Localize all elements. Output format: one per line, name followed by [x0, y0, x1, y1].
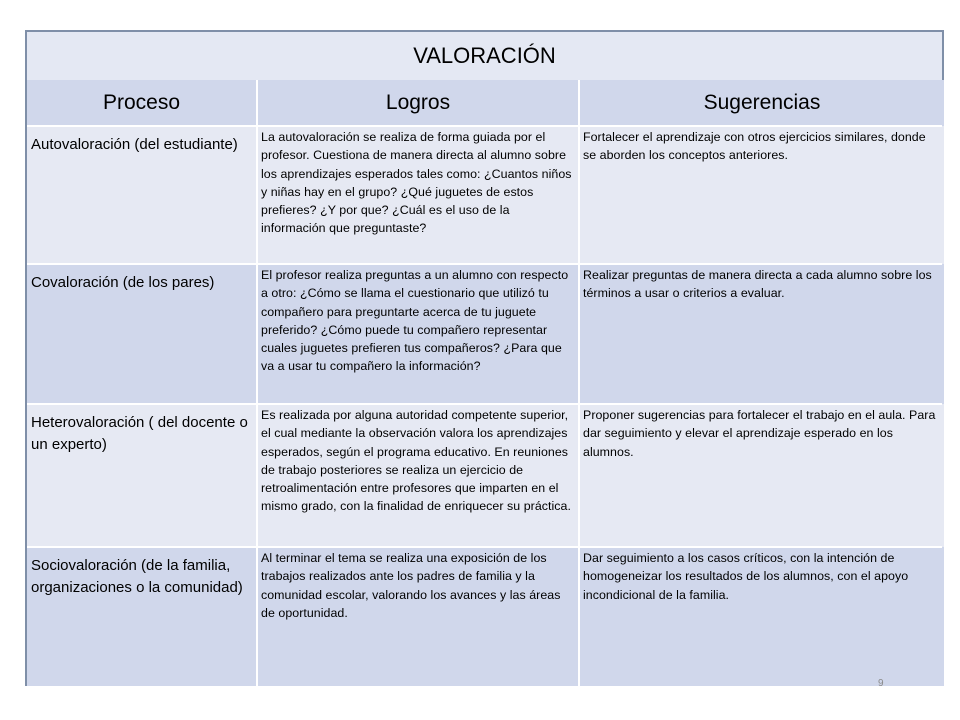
row-divider [27, 125, 942, 127]
row-3-proceso: Heterovaloración ( del docente o un experto) [27, 404, 256, 547]
row-3-logros: Es realizada por alguna autoridad competente superior, el cual mediante la observación valora los aprendizajes esperados, según el programa educativo. En reuniones de trabajo posteriores se realiza un ejercicio de retroalimentación entre profesores que imparten en el mismo grado, con la finalidad de enriquecer su práctica. [258, 404, 578, 547]
row-4-proceso: Sociovaloración (de la familia, organizaciones o la comunidad) [27, 547, 256, 686]
page-number: 9 [878, 678, 884, 689]
row-divider [27, 263, 942, 265]
row-2-sugerencias: Realizar preguntas de manera directa a cada alumno sobre los términos a usar o criterios a evaluar. [580, 264, 944, 404]
row-1-sugerencias: Fortalecer el aprendizaje con otros ejercicios similares, donde se aborden los conceptos anteriores. [580, 126, 944, 264]
row-3-sugerencias: Proponer sugerencias para fortalecer el trabajo en el aula. Para dar seguimiento y elevar el aprendizaje esperado en los alumnos. [580, 404, 944, 547]
row-2-proceso: Covaloración (de los pares) [27, 264, 256, 404]
header-logros: Logros [258, 80, 578, 126]
row-1-proceso: Autovaloración (del estudiante) [27, 126, 256, 264]
row-1-logros: La autovaloración se realiza de forma guiada por el profesor. Cuestiona de manera directa al alumno sobre los aprendizajes esperados tales como: ¿Cuantos niños y niñas hay en el grupo? ¿Qué juguetes de estos prefieres? ¿Y por que? ¿Cuál es el uso de la información que preguntaste? [258, 126, 578, 264]
header-sugerencias: Sugerencias [580, 80, 944, 126]
row-4-sugerencias: Dar seguimiento a los casos críticos, con la intención de homogeneizar los resultados de los alumnos, con el apoyo incondicional de la familia. [580, 547, 944, 686]
row-2-logros: El profesor realiza preguntas a un alumno con respecto a otro: ¿Cómo se llama el cuestionario que utilizó tu compañero para preguntarte acerca de tu juguete preferido? ¿Cómo puede tu compañero representar cuales juguetes prefieren tus compañeros? ¿Para que va a usar tu compañero la información? [258, 264, 578, 404]
row-divider [27, 403, 942, 405]
header-proceso: Proceso [27, 80, 256, 126]
column-divider [256, 80, 258, 686]
valoracion-table [25, 30, 944, 686]
table-title: VALORACIÓN [27, 32, 942, 81]
column-divider [578, 80, 580, 686]
row-4-logros: Al terminar el tema se realiza una exposición de los trabajos realizados ante los padres de familia y la comunidad escolar, valorando los avances y las áreas de oportunidad. [258, 547, 578, 686]
row-divider [27, 546, 942, 548]
